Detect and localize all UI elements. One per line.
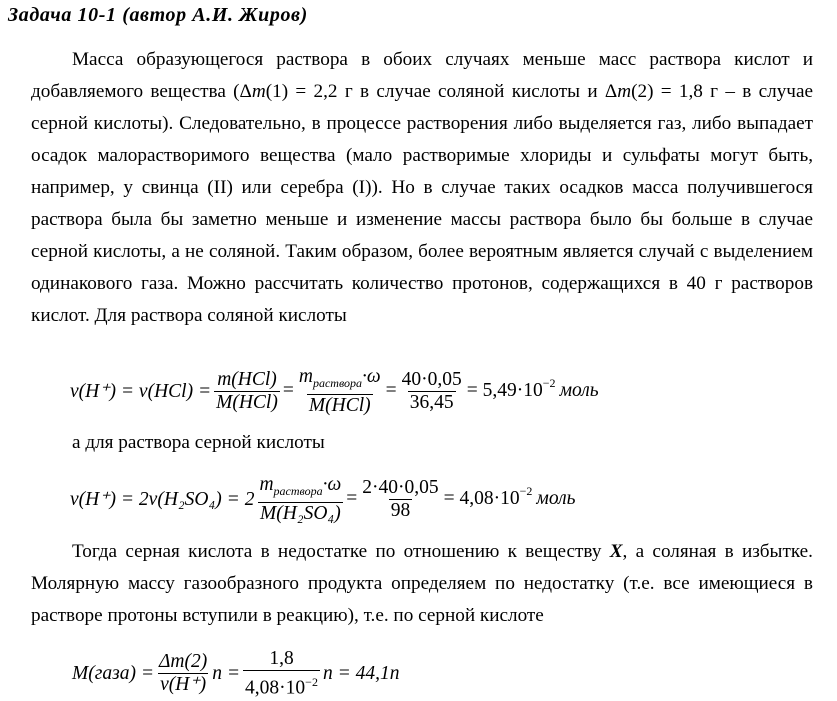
fraction-denominator: $4,08\cdot 10^{-2}$ xyxy=(243,670,320,700)
fraction-denominator: M(HCl) xyxy=(308,394,371,416)
fraction-denominator: M(HCl) xyxy=(216,391,278,413)
paragraph-1-line-1: Масса образующегося раствора в обоих случаях меньше масс раствора кислот и xyxy=(72,49,813,70)
formula-h2so4: ν(H⁺) = 2ν(H₂SO₄) = 2 $\frac{m_{раствора}\cdot\omega}{\text{M(H₂SO₄)}}$ = $\frac{2\cdot 40\cdot 0,05}{98}$ = 4,08·10 $^{-2}$ моль xyxy=(70,474,576,524)
unit-mol: моль xyxy=(536,488,576,510)
formula-hcl-result: = 5,49·10 xyxy=(466,380,543,402)
formula-gas-molar-mass xyxy=(72,648,400,700)
text-sulfuric-intro: а для раствора серной кислоты xyxy=(72,432,325,453)
formula-h2so4-lhs: ν(H⁺) = 2ν(H₂SO₄) = 2 xyxy=(70,489,255,511)
fraction-denominator: M(H₂SO₄) xyxy=(259,502,341,524)
formula-hcl: ν(H⁺) = ν(HCl) = $\frac{\text{m(HCl)}}{\text{M(HCl)}}$ = $\frac{m_{раствора}\cdot\omega}{\text{M(HCl)}}$ = $\frac{40\cdot 0,05}{36,45}$ = 5,49·10 $^{-2}$ моль xyxy=(70,366,599,416)
paragraph-1-rest: серной кислоты). Следовательно, в процессе растворения либо выделяется газ, либо выпадает осадок малорастворимого вещества (мало растворимые хлориды и сульфаты могут быть, например, у свинца (II) или серебра (I)). Но в случае таких осадков масса получившегося раствора была бы заметно меньше и изменение массы раствора было бы больше в случае серной кислоты, а не соляной. Таким образом, более вероятным является случай с выделением одинакового газа. Можно рассчитать количество протонов, содержащихся в 40 г растворов кислот. Для раствора соляной кислоты xyxy=(31,113,813,326)
paragraph-2 xyxy=(31,536,813,632)
fraction-numerator: $m_{раствора}\cdot\omega$ xyxy=(259,474,342,498)
fraction-numerator: 2·40·0,05 xyxy=(362,476,439,498)
fraction-mass-solution xyxy=(297,366,383,417)
mass-symbol-1: m xyxy=(251,81,266,102)
paragraph-1-line-2-c: (2) = 1,8 г – в случае xyxy=(631,81,813,102)
fraction-mass-solution xyxy=(257,474,343,525)
fraction-numeric xyxy=(360,477,440,522)
paragraph-1-line-2-b: (1) = 2,2 г в случае соляной кислоты и Δ xyxy=(265,81,618,102)
fraction-numerator: 40·0,05 xyxy=(401,368,462,390)
paragraph-1-line-2-a: добавляемого вещества (Δ xyxy=(31,81,252,102)
formula-h2so4-result: = 4,08·10 xyxy=(443,488,520,510)
fraction-numeric xyxy=(400,369,464,414)
problem-title: Задача 10-1 (автор А.И. Жиров) xyxy=(8,4,308,26)
formula-gas-result: n = 44,1n xyxy=(322,662,400,684)
exponent: −2 xyxy=(542,375,556,390)
fraction-denominator: 36,45 xyxy=(409,391,454,413)
fraction-numerator: $m_{раствора}\cdot\omega$ xyxy=(298,366,381,390)
mass-symbol-2: m xyxy=(617,81,632,102)
paragraph-2-text-b: , а соляная в избытке. Молярную массу газообразного продукта определяем по недостатку (т.е. все имеющиеся в растворе протоны вступили в реакцию), т.е. по серной кислоте xyxy=(31,541,813,626)
fraction-dm-over-nu xyxy=(157,651,209,696)
paragraph-2-text-a: Тогда серная кислота в недостатке по отношению к веществу xyxy=(72,541,610,562)
unit-mol: моль xyxy=(559,380,599,402)
fraction-denominator: ν(H⁺) xyxy=(160,674,207,696)
formula-gas-lhs: M(газа) = xyxy=(72,662,154,684)
fraction-denominator: 98 xyxy=(390,499,411,521)
exponent: −2 xyxy=(519,483,533,498)
substance-x: X xyxy=(609,541,623,562)
paragraph-1 xyxy=(31,44,813,332)
formula-hcl-lhs: ν(H⁺) = ν(HCl) = xyxy=(70,381,212,403)
formula-gas-mid: n = xyxy=(212,662,241,684)
fraction-numerator: 1,8 xyxy=(269,648,294,669)
fraction-m-over-M xyxy=(214,369,280,414)
fraction-numeric xyxy=(243,648,320,700)
fraction-numerator: m(HCl) xyxy=(217,368,277,390)
fraction-numerator: Δm(2) xyxy=(158,651,208,673)
